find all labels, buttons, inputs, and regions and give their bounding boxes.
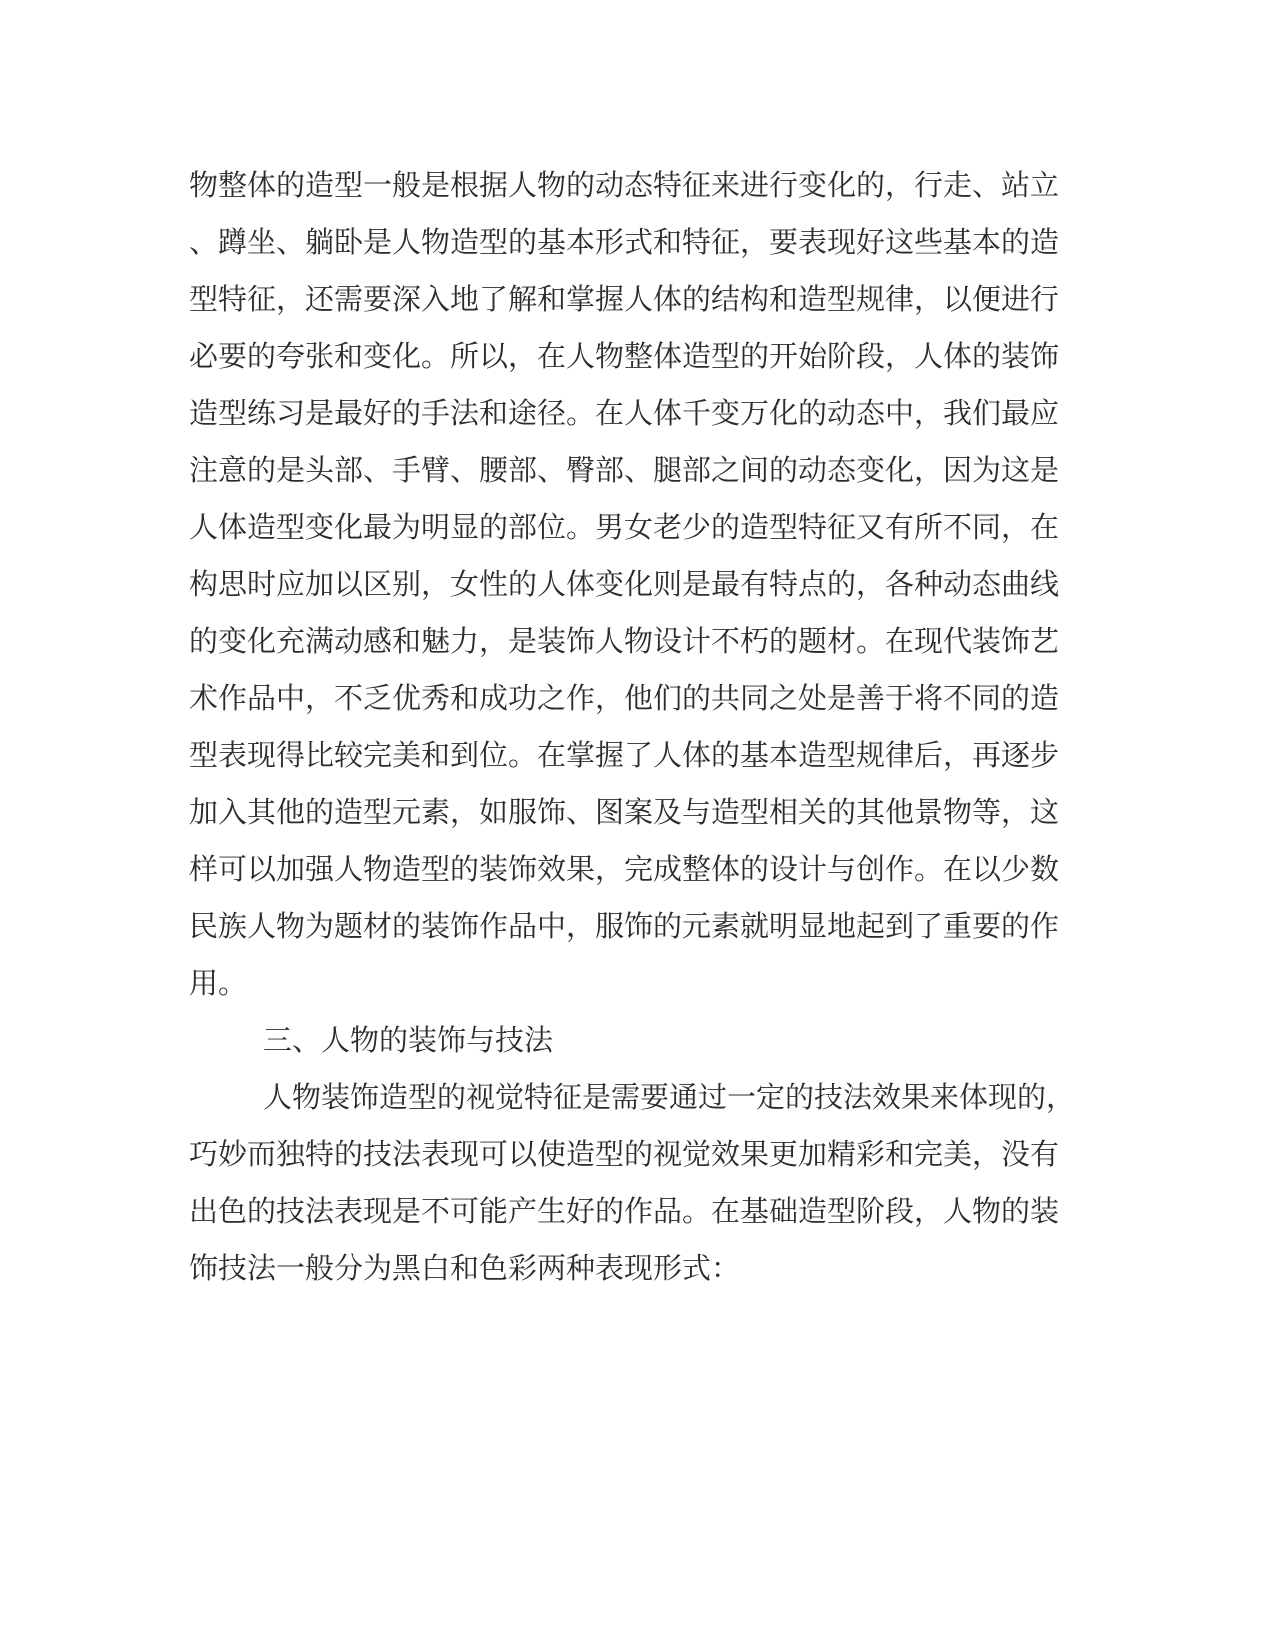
paragraph-2-line-3: 出色的技法表现是不可能产生好的作品。在基础造型阶段，人物的装	[189, 1194, 1060, 1228]
paragraph-1-line-14: 民族人物为题材的装饰作品中，服饰的元素就明显地起到了重要的作	[189, 909, 1060, 943]
paragraph-1-line-6: 注意的是头部、手臂、腰部、臀部、腿部之间的动态变化，因为这是	[189, 453, 1060, 487]
paragraph-1-line-10: 术作品中，不乏优秀和成功之作，他们的共同之处是善于将不同的造	[189, 681, 1060, 715]
paragraph-1-line-9: 的变化充满动感和魅力，是装饰人物设计不朽的题材。在现代装饰艺	[189, 624, 1060, 658]
paragraph-1-line-8: 构思时应加以区别，女性的人体变化则是最有特点的，各种动态曲线	[189, 567, 1060, 601]
paragraph-2-line-1: 人物装饰造型的视觉特征是需要通过一定的技法效果来体现的，	[263, 1080, 1076, 1114]
paragraph-1-line-13: 样可以加强人物造型的装饰效果，完成整体的设计与创作。在以少数	[189, 852, 1060, 886]
paragraph-1-line-15: 用。	[189, 966, 248, 1000]
paragraph-1-line-12: 加入其他的造型元素，如服饰、图案及与造型相关的其他景物等，这	[189, 795, 1060, 829]
paragraph-1-line-5: 造型练习是最好的手法和途径。在人体千变万化的动态中，我们最应	[189, 396, 1060, 430]
section-heading: 三、人物的装饰与技法	[263, 1023, 554, 1057]
paragraph-2-line-4: 饰技法一般分为黑白和色彩两种表现形式：	[189, 1251, 741, 1285]
paragraph-1-line-4: 必要的夸张和变化。所以，在人物整体造型的开始阶段，人体的装饰	[189, 339, 1060, 373]
paragraph-2-line-2: 巧妙而独特的技法表现可以使造型的视觉效果更加精彩和完美，没有	[189, 1137, 1060, 1171]
paragraph-1-line-11: 型表现得比较完美和到位。在掌握了人体的基本造型规律后，再逐步	[189, 738, 1060, 772]
paragraph-1-line-1: 物整体的造型一般是根据人物的动态特征来进行变化的，行走、站立	[189, 168, 1060, 202]
paragraph-1-line-2: 、蹲坐、躺卧是人物造型的基本形式和特征，要表现好这些基本的造	[189, 225, 1060, 259]
paragraph-1-line-3: 型特征，还需要深入地了解和掌握人体的结构和造型规律，以便进行	[189, 282, 1060, 316]
paragraph-1-line-7: 人体造型变化最为明显的部位。男女老少的造型特征又有所不同，在	[189, 510, 1060, 544]
